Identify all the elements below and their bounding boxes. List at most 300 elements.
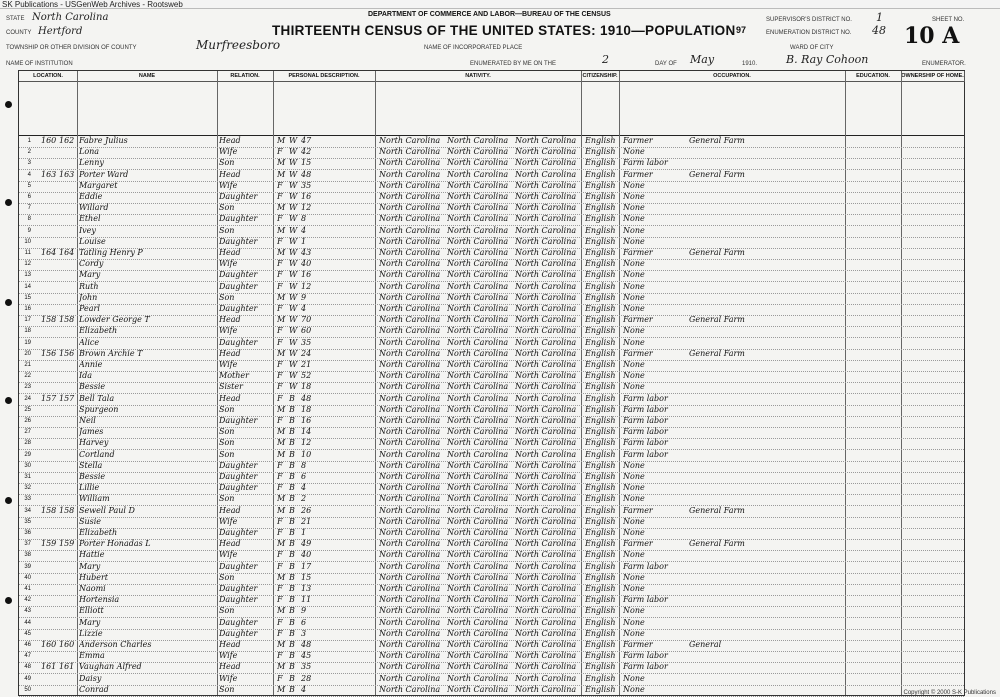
- person-name: Elizabeth: [79, 326, 118, 336]
- birthplace: North Carolina: [379, 472, 441, 481]
- mother-birthplace: North Carolina: [515, 158, 577, 168]
- language: English: [585, 438, 616, 448]
- row-number: 17: [24, 317, 31, 324]
- sheet-label: SHEET NO.: [932, 17, 965, 23]
- row-number: 25: [24, 406, 31, 413]
- group-ownership: OWNERSHIP OF HOME.: [901, 71, 965, 82]
- occupation: None: [623, 203, 645, 213]
- row-number: 40: [24, 574, 31, 581]
- row-number: 16: [24, 306, 31, 312]
- birthplace: North Carolina: [379, 292, 441, 302]
- birthplace: North Carolina: [379, 169, 441, 179]
- row-number: 22: [24, 373, 31, 380]
- language: English: [585, 651, 616, 661]
- row-number: 5: [27, 182, 31, 189]
- row-number: 12: [24, 261, 31, 268]
- language: English: [585, 460, 616, 470]
- father-birthplace: North Carolina: [447, 136, 509, 145]
- father-birthplace: North Carolina: [447, 516, 509, 526]
- person-name: William: [79, 494, 110, 504]
- column-header: [19, 71, 964, 136]
- race: B: [289, 628, 295, 638]
- relation: Daughter: [219, 460, 258, 470]
- sex: M: [277, 404, 286, 414]
- occupation: None: [623, 236, 645, 246]
- enumerator-label: ENUMERATOR.: [922, 61, 966, 67]
- birthplace: North Carolina: [379, 438, 441, 448]
- dwelling-number: 157: [41, 393, 57, 403]
- occupation: Farmer: [623, 169, 653, 179]
- language: English: [585, 662, 616, 672]
- row-number: 34: [24, 507, 31, 514]
- mother-birthplace: North Carolina: [515, 203, 577, 213]
- father-birthplace: North Carolina: [447, 662, 509, 672]
- birthplace: North Carolina: [379, 505, 441, 515]
- birthplace: North Carolina: [379, 248, 441, 257]
- age: 14: [301, 427, 312, 437]
- township-label: TOWNSHIP OR OTHER DIVISION OF COUNTY: [6, 45, 137, 51]
- race: B: [289, 438, 295, 448]
- birthplace: North Carolina: [379, 348, 441, 358]
- father-birthplace: North Carolina: [447, 382, 509, 392]
- age: 12: [301, 281, 312, 291]
- language: English: [585, 371, 616, 381]
- group-name: NAME: [77, 71, 218, 82]
- age: 10: [301, 449, 312, 459]
- language: English: [585, 416, 616, 425]
- row-number: 36: [24, 530, 31, 536]
- father-birthplace: North Carolina: [447, 270, 509, 280]
- person-name: Bell Tala: [79, 393, 115, 403]
- row-number: 43: [24, 608, 31, 615]
- race: B: [289, 662, 295, 672]
- mother-birthplace: North Carolina: [515, 270, 577, 280]
- row-number: 29: [24, 451, 31, 458]
- person-name: Hattie: [79, 550, 105, 560]
- age: 35: [301, 662, 312, 672]
- row-number: 50: [24, 686, 31, 693]
- row-number: 19: [24, 339, 31, 346]
- language: English: [585, 494, 616, 504]
- industry: General Farm: [689, 136, 745, 145]
- sex: M: [277, 505, 286, 515]
- mother-birthplace: North Carolina: [515, 236, 577, 246]
- person-name: Elizabeth: [79, 528, 118, 537]
- person-name: Neil: [79, 416, 96, 425]
- age: 1: [301, 236, 307, 246]
- mother-birthplace: North Carolina: [515, 382, 577, 392]
- sex: F: [277, 360, 283, 369]
- row-number: 24: [24, 395, 31, 402]
- father-birthplace: North Carolina: [447, 673, 509, 683]
- mother-birthplace: North Carolina: [515, 449, 577, 459]
- race: W: [289, 371, 298, 381]
- occupation: None: [623, 259, 645, 269]
- sex: F: [277, 472, 283, 481]
- person-name: Ruth: [79, 281, 99, 291]
- relation: Son: [219, 427, 235, 437]
- birthplace: North Carolina: [379, 214, 441, 224]
- group-relation: RELATION.: [217, 71, 274, 82]
- sex: F: [277, 584, 283, 593]
- race: B: [289, 472, 295, 481]
- group-education: EDUCATION.: [845, 71, 902, 82]
- birthplace: North Carolina: [379, 628, 441, 638]
- occupation: None: [623, 572, 645, 582]
- person-name: Sewell Paul D: [79, 505, 135, 515]
- language: English: [585, 449, 616, 459]
- person-name: Porter Ward: [79, 169, 129, 179]
- mother-birthplace: North Carolina: [515, 505, 577, 515]
- age: 16: [301, 416, 312, 425]
- relation: Head: [219, 315, 241, 325]
- row-number: 15: [24, 294, 31, 301]
- age: 12: [301, 203, 312, 213]
- father-birthplace: North Carolina: [447, 584, 509, 593]
- occupation: None: [623, 180, 645, 190]
- county-value: Hertford: [38, 26, 83, 37]
- language: English: [585, 270, 616, 280]
- sex: F: [277, 281, 283, 291]
- mother-birthplace: North Carolina: [515, 404, 577, 414]
- father-birthplace: North Carolina: [447, 147, 509, 157]
- father-birthplace: North Carolina: [447, 248, 509, 257]
- race: W: [289, 382, 298, 392]
- row-number: 35: [24, 518, 31, 525]
- person-name: Susie: [79, 516, 102, 526]
- relation: Head: [219, 505, 241, 515]
- dwelling-number: 159: [41, 539, 57, 549]
- language: English: [585, 572, 616, 582]
- birthplace: North Carolina: [379, 460, 441, 470]
- age: 4: [301, 483, 307, 493]
- relation: Son: [219, 404, 235, 414]
- mother-birthplace: North Carolina: [515, 572, 577, 582]
- sex: M: [277, 438, 286, 448]
- sex: M: [277, 494, 286, 504]
- sex: F: [277, 304, 283, 313]
- row-number: 37: [24, 541, 31, 548]
- supervisor-value: 1: [876, 11, 883, 24]
- race: B: [289, 673, 295, 683]
- sex: M: [277, 348, 286, 358]
- row-number: 49: [24, 675, 31, 682]
- father-birthplace: North Carolina: [447, 281, 509, 291]
- language: English: [585, 360, 616, 369]
- enumerator-value: B. Ray Cohoon: [786, 53, 869, 66]
- age: 43: [301, 248, 312, 257]
- industry: General Farm: [689, 348, 745, 358]
- person-name: Bessie: [79, 382, 106, 392]
- sex: F: [277, 371, 283, 381]
- age: 21: [301, 360, 312, 369]
- dwelling-number: 160: [41, 136, 57, 145]
- family-number: 164: [59, 248, 75, 257]
- occupation: None: [623, 214, 645, 224]
- birthplace: North Carolina: [379, 483, 441, 493]
- relation: Wife: [219, 259, 238, 269]
- birthplace: North Carolina: [379, 684, 441, 694]
- occupation: None: [623, 304, 645, 313]
- person-name: Hortensia: [79, 595, 120, 605]
- language: English: [585, 550, 616, 560]
- row-number: 18: [24, 328, 31, 335]
- relation: Daughter: [219, 483, 258, 493]
- occupation: Farm labor: [623, 662, 668, 672]
- language: English: [585, 505, 616, 515]
- row-number: 41: [24, 586, 31, 592]
- race: W: [289, 326, 298, 336]
- race: W: [289, 192, 298, 201]
- mother-birthplace: North Carolina: [515, 584, 577, 593]
- mother-birthplace: North Carolina: [515, 483, 577, 493]
- sex: M: [277, 203, 286, 213]
- relation: Head: [219, 640, 241, 649]
- mother-birthplace: North Carolina: [515, 180, 577, 190]
- language: English: [585, 136, 616, 145]
- language: English: [585, 427, 616, 437]
- occupation: None: [623, 371, 645, 381]
- family-number: 162: [59, 136, 75, 145]
- father-birthplace: North Carolina: [447, 595, 509, 605]
- father-birthplace: North Carolina: [447, 337, 509, 347]
- mother-birthplace: North Carolina: [515, 561, 577, 571]
- relation: Wife: [219, 673, 238, 683]
- occupation: Farm labor: [623, 595, 668, 605]
- sex: M: [277, 169, 286, 179]
- person-name: Alice: [79, 337, 100, 347]
- race: W: [289, 203, 298, 213]
- father-birthplace: North Carolina: [447, 539, 509, 549]
- sex: M: [277, 640, 286, 649]
- industry: General Farm: [689, 539, 745, 549]
- mother-birthplace: North Carolina: [515, 662, 577, 672]
- father-birthplace: North Carolina: [447, 371, 509, 381]
- person-name: Emma: [79, 651, 105, 661]
- sex: M: [277, 292, 286, 302]
- row-number: 6: [27, 194, 31, 200]
- father-birthplace: North Carolina: [447, 169, 509, 179]
- industry: General Farm: [689, 315, 745, 325]
- census-sheet: [0, 9, 1000, 697]
- father-birthplace: North Carolina: [447, 427, 509, 437]
- row-number: 42: [24, 597, 31, 604]
- mother-birthplace: North Carolina: [515, 494, 577, 504]
- supervisor-label: SUPERVISOR'S DISTRICT NO.: [766, 17, 852, 23]
- row-number: 23: [24, 384, 31, 391]
- relation: Daughter: [219, 528, 258, 537]
- family-number: 160: [59, 640, 75, 649]
- race: B: [289, 539, 295, 549]
- age: 13: [301, 584, 312, 593]
- age: 21: [301, 516, 312, 526]
- sex: M: [277, 539, 286, 549]
- relation: Daughter: [219, 416, 258, 425]
- age: 4: [301, 225, 307, 235]
- person-name: Anderson Charles: [79, 640, 152, 649]
- birthplace: North Carolina: [379, 572, 441, 582]
- race: B: [289, 684, 295, 694]
- language: English: [585, 673, 616, 683]
- person-name: Ethel: [79, 214, 101, 224]
- mother-birthplace: North Carolina: [515, 337, 577, 347]
- occupation: None: [623, 382, 645, 392]
- race: B: [289, 584, 295, 593]
- occupation: None: [623, 628, 645, 638]
- mother-birthplace: North Carolina: [515, 528, 577, 537]
- row-number: 8: [27, 216, 31, 223]
- row-number: 38: [24, 552, 31, 559]
- age: 12: [301, 438, 312, 448]
- person-name: Cordy: [79, 259, 104, 269]
- person-name: Louise: [79, 236, 106, 246]
- occupation: None: [623, 606, 645, 616]
- age: 60: [301, 326, 312, 336]
- race: W: [289, 225, 298, 235]
- language: English: [585, 236, 616, 246]
- age: 26: [301, 505, 312, 515]
- mother-birthplace: North Carolina: [515, 225, 577, 235]
- sex: F: [277, 326, 283, 336]
- father-birthplace: North Carolina: [447, 640, 509, 649]
- census-table: [18, 70, 965, 696]
- person-name: Cortland: [79, 449, 115, 459]
- dwelling-number: 158: [41, 505, 57, 515]
- language: English: [585, 158, 616, 168]
- language: English: [585, 180, 616, 190]
- mother-birthplace: North Carolina: [515, 281, 577, 291]
- age: 3: [301, 628, 307, 638]
- occupation: Farm labor: [623, 404, 668, 414]
- language: English: [585, 147, 616, 157]
- page-code: 97: [736, 25, 747, 35]
- department-heading: DEPARTMENT OF COMMERCE AND LABOR—BUREAU OF THE CENSUS: [368, 11, 611, 18]
- family-number: 159: [59, 539, 75, 549]
- sex: F: [277, 617, 283, 627]
- age: 48: [301, 393, 312, 403]
- sex: F: [277, 516, 283, 526]
- relation: Daughter: [219, 337, 258, 347]
- row-number: 45: [24, 630, 31, 637]
- birthplace: North Carolina: [379, 225, 441, 235]
- row-number: 13: [24, 272, 31, 279]
- language: English: [585, 169, 616, 179]
- sex: F: [277, 550, 283, 560]
- occupation: Farmer: [623, 539, 653, 549]
- occupation: None: [623, 617, 645, 627]
- race: B: [289, 595, 295, 605]
- birthplace: North Carolina: [379, 662, 441, 672]
- sex: F: [277, 528, 283, 537]
- mother-birthplace: North Carolina: [515, 539, 577, 549]
- age: 9: [301, 606, 307, 616]
- language: English: [585, 528, 616, 537]
- race: W: [289, 158, 298, 168]
- ed-label: ENUMERATION DISTRICT NO.: [766, 30, 852, 36]
- row-number: 44: [24, 619, 31, 626]
- relation: Son: [219, 438, 235, 448]
- language: English: [585, 315, 616, 325]
- relation: Wife: [219, 180, 238, 190]
- relation: Son: [219, 225, 235, 235]
- sex: M: [277, 662, 286, 672]
- father-birthplace: North Carolina: [447, 158, 509, 168]
- race: B: [289, 449, 295, 459]
- race: B: [289, 561, 295, 571]
- person-name: Naomi: [79, 584, 106, 593]
- occupation: None: [623, 337, 645, 347]
- age: 42: [301, 147, 312, 157]
- occupation: None: [623, 472, 645, 481]
- sex: F: [277, 561, 283, 571]
- father-birthplace: North Carolina: [447, 505, 509, 515]
- sex: F: [277, 192, 283, 201]
- relation: Daughter: [219, 472, 258, 481]
- person-name: Mary: [79, 617, 101, 627]
- race: B: [289, 427, 295, 437]
- dwelling-number: 161: [41, 662, 57, 672]
- age: 40: [301, 259, 312, 269]
- enumerated-label: ENUMERATED BY ME ON THE: [470, 61, 557, 67]
- row-number: 33: [24, 496, 31, 503]
- township-value: Murfreesboro: [196, 38, 281, 52]
- race: B: [289, 651, 295, 661]
- row-number: 31: [24, 474, 31, 480]
- age: 8: [301, 214, 307, 224]
- race: B: [289, 404, 295, 414]
- person-name: Conrad: [79, 684, 109, 694]
- person-name: Annie: [79, 360, 103, 369]
- father-birthplace: North Carolina: [447, 416, 509, 425]
- person-name: Mary: [79, 270, 101, 280]
- age: 49: [301, 539, 312, 549]
- birthplace: North Carolina: [379, 516, 441, 526]
- relation: Wife: [219, 326, 238, 336]
- father-birthplace: North Carolina: [447, 651, 509, 661]
- father-birthplace: North Carolina: [447, 393, 509, 403]
- birthplace: North Carolina: [379, 494, 441, 504]
- row-number: 9: [27, 227, 31, 234]
- language: English: [585, 393, 616, 403]
- language: English: [585, 561, 616, 571]
- father-birthplace: North Carolina: [447, 606, 509, 616]
- race: W: [289, 169, 298, 179]
- language: English: [585, 483, 616, 493]
- language: English: [585, 259, 616, 269]
- group-nativity: NATIVITY.: [375, 71, 582, 82]
- group-location: LOCATION.: [19, 71, 78, 82]
- mother-birthplace: North Carolina: [515, 292, 577, 302]
- age: 48: [301, 169, 312, 179]
- person-name: Harvey: [79, 438, 109, 448]
- relation: Head: [219, 393, 241, 403]
- father-birthplace: North Carolina: [447, 550, 509, 560]
- language: English: [585, 606, 616, 616]
- occupation: Farm labor: [623, 427, 668, 437]
- mother-birthplace: North Carolina: [515, 360, 577, 369]
- person-name: Mary: [79, 561, 101, 571]
- row-number: 4: [27, 171, 31, 178]
- age: 6: [301, 472, 307, 481]
- father-birthplace: North Carolina: [447, 561, 509, 571]
- person-name: Hubert: [79, 572, 109, 582]
- occupation: Farm labor: [623, 158, 668, 168]
- row-number: 10: [24, 238, 31, 245]
- occupation: None: [623, 192, 645, 201]
- birthplace: North Carolina: [379, 270, 441, 280]
- race: W: [289, 147, 298, 157]
- mother-birthplace: North Carolina: [515, 472, 577, 481]
